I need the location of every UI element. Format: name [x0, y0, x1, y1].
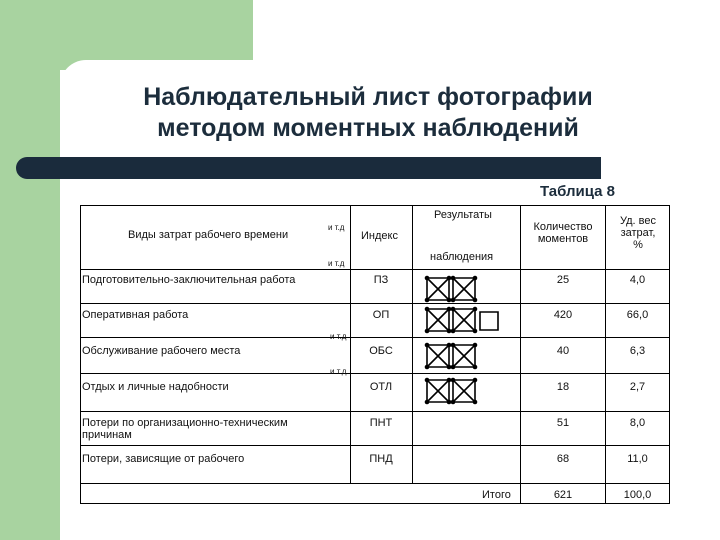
row-separator — [80, 373, 670, 374]
row-count: 420 — [553, 309, 573, 321]
total-label: Итого — [482, 489, 511, 501]
row-separator — [80, 483, 670, 484]
row-name: Потери по организационно-техническим причинам — [82, 417, 288, 441]
row-name: Обслуживание рабочего места — [82, 345, 241, 357]
header-index: Индекс — [361, 230, 398, 242]
total-share: 100,0 — [623, 489, 652, 501]
row-index: ОП — [372, 309, 390, 321]
row-separator — [80, 411, 670, 412]
row-index: ПЗ — [373, 274, 389, 286]
row-name: Потери, зависящие от рабочего — [82, 453, 245, 465]
row-share: 4,0 — [629, 274, 646, 286]
header-separator — [80, 269, 670, 270]
row-separator — [80, 337, 670, 338]
row-count: 51 — [556, 417, 570, 429]
row-separator — [80, 303, 670, 304]
row-index: ПНТ — [369, 417, 393, 429]
row-count: 40 — [556, 345, 570, 357]
row-name: Подготовительно-заключительная работа — [82, 274, 296, 286]
table-right-border — [669, 205, 670, 504]
table-left-border — [80, 205, 81, 504]
row-share: 66,0 — [626, 309, 649, 321]
header-types: Виды затрат рабочего времени — [128, 229, 289, 241]
table-bottom-border — [80, 503, 670, 504]
total-count: 621 — [553, 489, 573, 501]
header-share: Уд. вес затрат, % — [620, 215, 656, 251]
header-etc: и т.д — [328, 223, 345, 232]
row-share: 11,0 — [627, 453, 648, 465]
row-share: 6,3 — [629, 345, 646, 357]
tally-mark-icon — [424, 306, 504, 334]
row-index: ОБС — [369, 345, 393, 357]
header-results: Результаты — [434, 209, 492, 221]
observation-table — [80, 205, 670, 505]
table-caption: Таблица 8 — [540, 183, 616, 200]
column-divider — [412, 205, 413, 483]
row-count: 18 — [556, 381, 570, 393]
slide-title: Наблюдательный лист фотографии методом моментных наблюдений — [143, 83, 593, 142]
row-name: Оперативная работа — [82, 309, 189, 321]
side-note: и т.д — [330, 332, 347, 341]
tally-mark-icon — [424, 342, 484, 370]
decor-green-strip — [0, 0, 60, 540]
title-rule-bar — [16, 157, 601, 179]
header-results-sub: наблюдения — [430, 251, 494, 263]
header-count: Количество моментов — [533, 221, 593, 245]
row-name: Отдых и личные надобности — [82, 381, 229, 393]
column-divider — [350, 205, 351, 483]
row-count: 25 — [556, 274, 570, 286]
row-share: 8,0 — [629, 417, 646, 429]
side-note: и т.д — [330, 367, 347, 376]
row-count: 68 — [556, 453, 570, 465]
tally-mark-icon — [424, 275, 484, 303]
header-etc: и т.д — [328, 259, 345, 268]
table-top-border — [80, 205, 670, 206]
tally-mark-icon — [424, 377, 484, 405]
row-index: ОТЛ — [369, 381, 393, 393]
row-separator — [80, 445, 670, 446]
row-index: ПНД — [369, 453, 393, 465]
row-share: 2,7 — [629, 381, 646, 393]
